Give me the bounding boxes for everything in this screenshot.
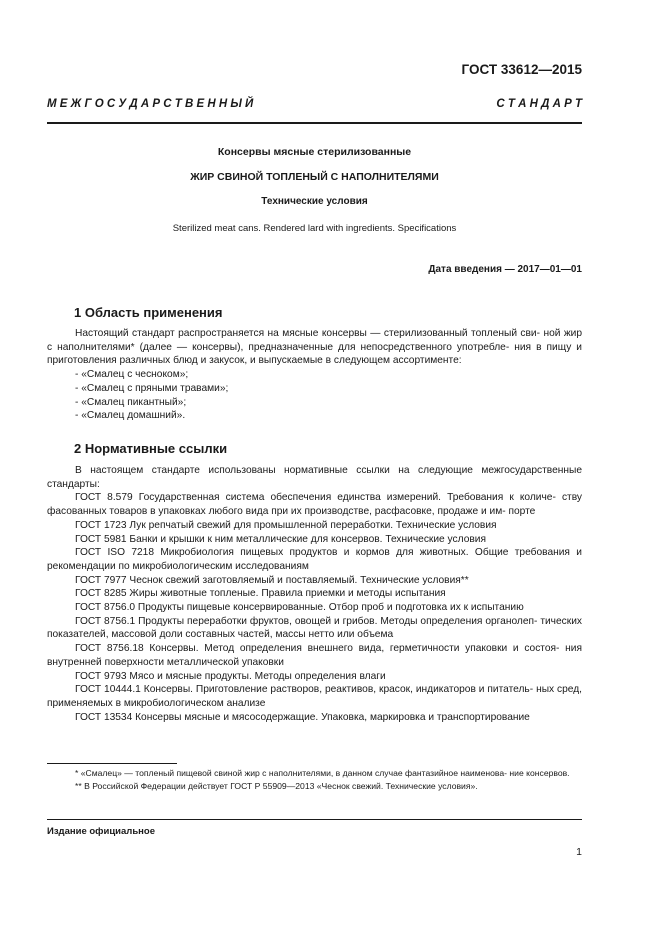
- banner-word-standard: С Т А Н Д А Р Т: [496, 98, 582, 110]
- section2-intro: [47, 464, 582, 491]
- reference-line: ГОСТ 8756.18 Консервы. Метод определения внешнего вида, герметичности упаковки и состоя-: [75, 643, 560, 655]
- reference-line: ству фасованных товаров в упаковках любого вида при их производстве, расфасовке, продаже и им-: [47, 492, 582, 518]
- reference-item: ГОСТ 9793 Мясо и мясные продукты. Методы определения влаги: [75, 670, 386, 682]
- bottom-rule: [47, 819, 582, 820]
- reference-line: тических показателей, массовой доли составных частей, массы нетто или объема: [47, 615, 582, 641]
- intro-line: стандарты:: [47, 478, 100, 490]
- reference-line: ГОСТ 10444.1 Консервы. Приготовление растворов, реактивов, красок, индикаторов и питатель-: [75, 684, 534, 696]
- gost-number: ГОСТ 33612—2015: [461, 62, 582, 77]
- reference-line: и рекомендации по микробиологическим исследованиям: [47, 547, 582, 572]
- title-english: Sterilized meat cans. Rendered lard with ingredients. Specifications: [172, 223, 457, 234]
- footnote-2: ** В Российской Федерации действует ГОСТ Р 55909—2013 «Чеснок свежий. Технические условия».: [75, 781, 478, 791]
- section1-paragraph: [47, 327, 582, 368]
- reference-line: ГОСТ 8.579 Государственная система обеспечения единства измерений. Требования к количе-: [75, 492, 556, 504]
- title-type: Технические условия: [261, 196, 368, 207]
- reference-item: ГОСТ 8285 Жиры животные топленые. Правила приемки и методы испытания: [75, 588, 446, 600]
- footnote-line: ние консервов.: [509, 768, 570, 778]
- reference-item: ГОСТ 13534 Консервы мясные и мясосодержащие. Упаковка, маркировка и транспортирование: [75, 711, 530, 723]
- intro-date: Дата введения — 2017—01—01: [428, 264, 582, 275]
- title-product: ЖИР СВИНОЙ ТОПЛЕНЫЙ С НАПОЛНИТЕЛЯМИ: [190, 171, 439, 183]
- reference-item: ГОСТ 1723 Лук репчатый свежий для промышленной переработки. Технические условия: [75, 519, 497, 531]
- intro-line: В настоящем стандарте использованы нормативные ссылки на следующие межгосударственные: [75, 465, 582, 476]
- section1-para-line: Настоящий стандарт распространяется на мясные консервы — стерилизованный топленый сви-: [75, 328, 541, 339]
- reference-item: [47, 546, 582, 573]
- list-item: - «Смалец с пряными травами»;: [75, 382, 229, 394]
- reference-line: ных сред, применяемых в микробиологическом анализе: [47, 684, 582, 709]
- section2-body: [47, 464, 582, 724]
- footnotes: [47, 767, 582, 793]
- reference-item: [47, 615, 582, 642]
- reference-line: ГОСТ ISO 7218 Микробиология пищевых продуктов и кормов для животных. Общие требования: [75, 547, 570, 559]
- reference-item: [47, 683, 582, 710]
- standard-banner: [47, 98, 582, 110]
- reference-item: ГОСТ 7977 Чеснок свежий заготовляемый и поставляемый. Технические условия**: [75, 574, 469, 586]
- section2-heading: 2 Нормативные ссылки: [74, 441, 228, 456]
- reference-line: порте: [508, 506, 536, 518]
- banner-word-interstate: М Е Ж Г О С У Д А Р С Т В Е Н Н Ы Й: [47, 98, 254, 110]
- list-item: - «Смалец с чесноком»;: [75, 369, 189, 381]
- page-number: 1: [576, 846, 582, 858]
- reference-item: ГОСТ 5981 Банки и крышки к ним металлические для консервов. Технические условия: [75, 533, 486, 545]
- reference-item: ГОСТ 8756.0 Продукты пищевые консервированные. Отбор проб и подготовка их к испытанию: [75, 602, 524, 614]
- section1-heading: 1 Область применения: [74, 305, 223, 320]
- footnote-rule: [47, 763, 177, 764]
- footnote-line: * «Смалец» — топленый пищевой свиной жир с наполнителями, в данном случае фантазийное наименова-: [75, 768, 508, 778]
- list-item: - «Смалец домашний».: [75, 410, 186, 422]
- header-rule: [47, 122, 582, 124]
- title-category: Консервы мясные стерилизованные: [217, 146, 412, 158]
- section1-para-line: ния в пищу и приготовления различных блюд и закусок, и выпускаемые в следующем ассортименте:: [47, 341, 582, 367]
- reference-item: [47, 491, 582, 518]
- footnote-1: [47, 767, 582, 780]
- reference-line: ния внутренней поверхности металлической упаковки: [47, 643, 582, 668]
- section1-body: [47, 327, 582, 423]
- reference-item: [47, 642, 582, 669]
- list-item: - «Смалец пикантный»;: [75, 396, 187, 408]
- reference-line: ГОСТ 8756.1 Продукты переработки фруктов, овощей и грибов. Методы определения органолеп-: [75, 615, 538, 627]
- official-edition: Издание официальное: [47, 826, 155, 837]
- section1-para-line: ной жир с наполнителями* (далее — консервы), предназначенные для непосредственного употребле-: [47, 328, 583, 353]
